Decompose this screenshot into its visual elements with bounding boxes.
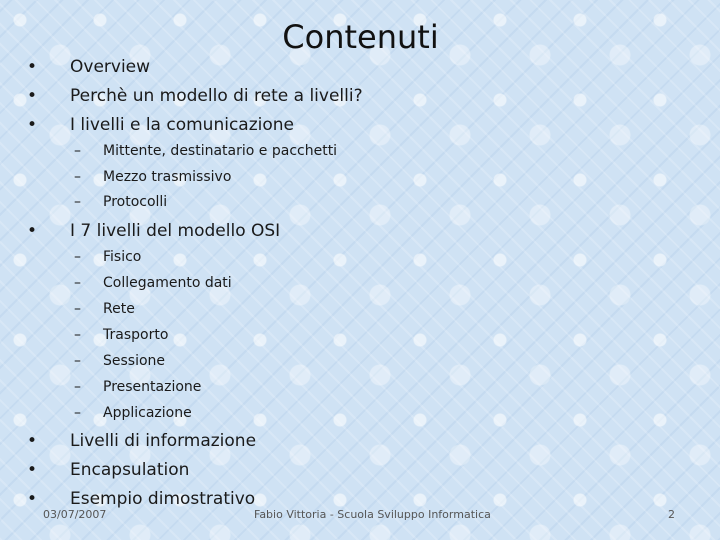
slide: Contenuti • Overview • Perchè un modello di rete a livelli? • I livelli e la comunicazione – Mittente, destinatario e pacchetti – Mezzo trasmissivo – Protocolli • I 7 livelli del modello OSI – Fisico – Collegamento dati – Rete – Trasporto – Sessione – Presentazione – Applicazione • Livelli di informazione • Encapsulation • Esempio dimostrativo 03/07/2007 Fabio Vittoria - Scuola Sviluppo Informatica 2 [0,0,720,540]
slide-number: 2 [668,508,675,521]
slide-title: Contenuti [282,18,439,56]
footer-date: 03/07/2007 [43,508,107,521]
footer-author: Fabio Vittoria - Scuola Sviluppo Informatica [254,508,491,521]
